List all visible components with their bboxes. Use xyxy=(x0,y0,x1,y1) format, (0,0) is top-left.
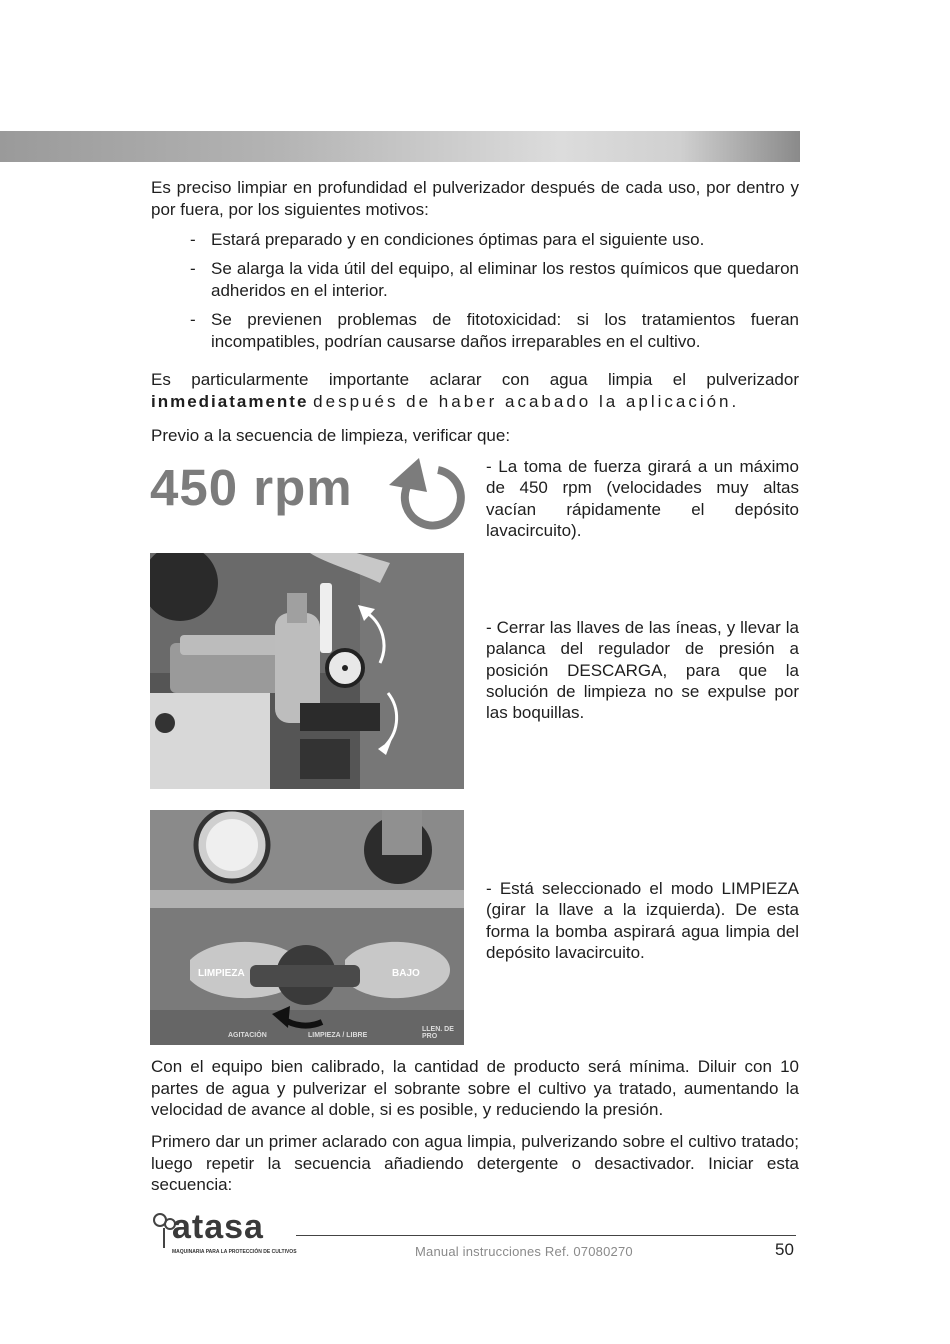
important-text-end: después de haber acabado la aplicación. xyxy=(313,391,740,411)
step-3-text: - Está seleccionado el modo LIMPIEZA (girar la llave a la izquierda). De esta forma la bomba aspirará agua limpia del depósito lavacircuito. xyxy=(486,879,799,962)
logo-tagline: MAQUINARIA PARA LA PROTECCIÓN DE CULTIVOS xyxy=(172,1249,297,1255)
pump-valve-photo xyxy=(150,553,464,789)
control-panel-drawing xyxy=(150,810,464,1045)
page-number: 50 xyxy=(775,1240,794,1259)
intro-paragraph: Es preciso limpiar en profundidad el pulverizador después de cada uso, por dentro y por fuera, por los siguientes motivos: xyxy=(151,178,799,219)
step-2-text: - Cerrar las llaves de las íneas, y llevar la palanca del regulador de presión a posición DESCARGA, para que la solución de limpieza no se expulse por las boquillas. xyxy=(486,618,799,723)
panel-label-bajo: BAJO xyxy=(392,968,420,979)
logo-text: atasa xyxy=(172,1208,264,1246)
bullet-item-2 xyxy=(190,258,799,301)
important-paragraph xyxy=(151,369,799,412)
bullet-dash: - xyxy=(190,230,196,249)
closing-paragraph-1: Con el equipo bien calibrado, la cantidad de producto será mínima. Diluir con 10 partes de agua y pulverizar el sobrante sobre el cultivo ya tratado, aumentando la velocidad de avance al doble, si es posible, y reduciendo la presión. xyxy=(151,1057,799,1119)
atasa-logo xyxy=(150,1206,300,1266)
manual-reference: Manual instrucciones Ref. 07080270 xyxy=(415,1244,633,1259)
bullet-dash: - xyxy=(190,310,196,329)
rpm-label: 450 rpm xyxy=(150,459,353,516)
header-bar xyxy=(0,131,800,162)
footer-divider xyxy=(296,1235,796,1236)
bullet-text: Se previenen problemas de fitotoxicidad: si los tratamientos fueran incompatibles, podrían causarse daños irreparables en el cultivo. xyxy=(211,310,799,351)
verify-paragraph: Previo a la secuencia de limpieza, verificar que: xyxy=(151,426,511,445)
important-text: Es particularmente importante aclarar con agua limpia el pulverizador xyxy=(151,370,799,389)
closing-paragraph-2: Primero dar un primer aclarado con agua limpia, pulverizando sobre el cultivo tratado; luego repetir la secuencia añadiendo detergente o desactivador. Iniciar esta secuencia: xyxy=(151,1132,799,1194)
important-emphasis: inmediatamente xyxy=(151,391,309,411)
rotation-arrow-icon xyxy=(383,450,473,530)
step-1-text: - La toma de fuerza girará a un máximo de 450 rpm (velocidades muy altas vacían rápidamente el depósito lavacircuito). xyxy=(486,457,799,540)
bullet-item-1 xyxy=(190,229,799,251)
bullet-dash: - xyxy=(190,259,196,278)
bullet-text: Estará preparado y en condiciones óptimas para el siguiente uso. xyxy=(211,230,705,249)
bullet-item-3 xyxy=(190,309,799,352)
control-panel-photo xyxy=(150,810,464,1045)
panel-label-limpieza: LIMPIEZA xyxy=(198,968,245,979)
panel-label-limpieza-libre: LIMPIEZA / LIBRE xyxy=(308,1032,368,1039)
bullet-text: Se alarga la vida útil del equipo, al eliminar los restos químicos que quedaron adheridos en el interior. xyxy=(211,259,799,300)
panel-label-agitacion: AGITACIÓN xyxy=(228,1032,267,1039)
panel-label-llenado: LLEN. DE PRO xyxy=(422,1026,454,1040)
